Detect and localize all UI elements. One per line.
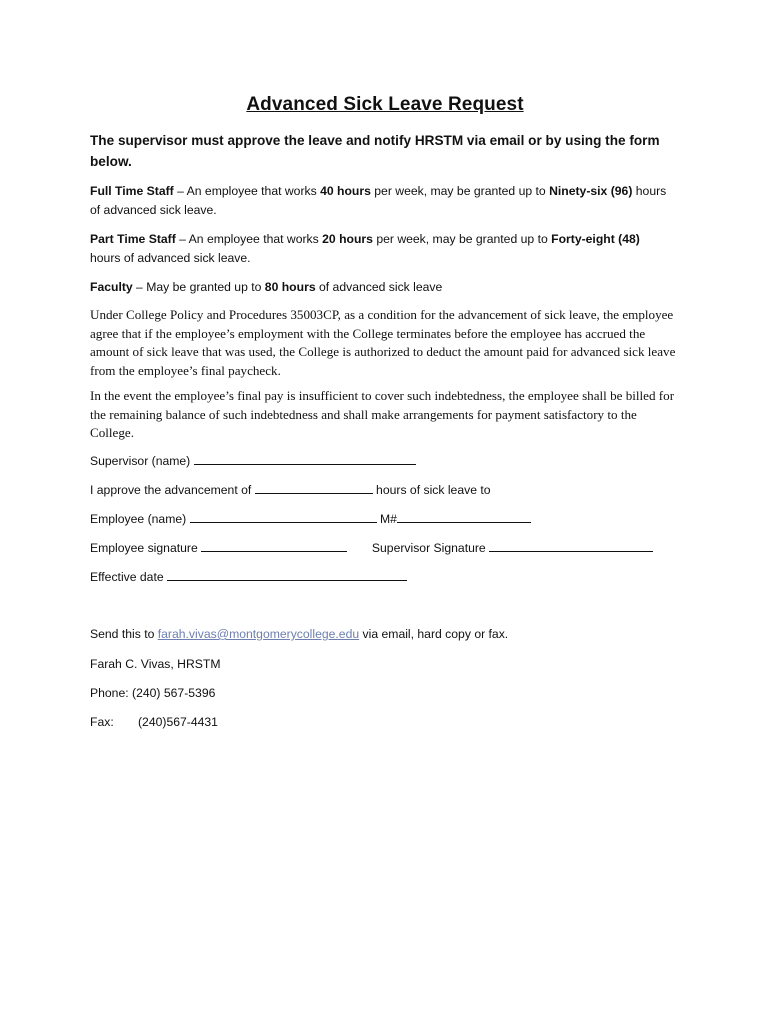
part-time-text-b: per week, may be granted up to [372, 232, 552, 246]
supervisor-signature-label: Supervisor Signature [371, 541, 486, 555]
effective-date-row [90, 567, 407, 586]
supervisor-instruction: The supervisor must approve the leave and notify HRSTM via email or by using the form below. [90, 133, 660, 169]
full-time-amount: Ninety-six (96) [549, 184, 633, 198]
full-time-text-c: hours of advanced sick leave. [90, 184, 667, 217]
send-prefix: Send this to [90, 627, 158, 641]
part-time-hours: 20 hours [322, 232, 373, 246]
full-time-text-b: per week, may be granted up to [370, 184, 550, 198]
fax-number: (240)567-4431 [138, 715, 218, 729]
supervisor-signature-field[interactable] [489, 538, 653, 552]
supervisor-name-row [90, 451, 416, 470]
part-time-amount: Forty-eight (48) [551, 232, 640, 246]
policy-paragraph: Under College Policy and Procedures 35003CP, as a condition for the advancement of sick leave, the employee agree that if the employee’s employment with the College terminates before the employee has accrued the amount of sick leave that was used, the College is authorized to deduct the amount paid for advanced sick leave from the employee’s final paycheck. [90, 307, 676, 378]
indebtedness-paragraph: In the event the employee’s final pay is insufficient to cover such indebtedness, the employee shall be billed for the remaining balance of such indebtedness and shall make arrangements for payment satisfactory to the College. [90, 388, 675, 441]
fax-row [90, 713, 218, 731]
employee-signature-field[interactable] [201, 538, 347, 552]
part-time-text-a: – An employee that works [175, 232, 323, 246]
phone-row [90, 684, 215, 702]
faculty-paragraph [90, 278, 670, 297]
phone-label: Phone: [90, 686, 129, 700]
signature-row [90, 538, 653, 557]
full-time-text-a: – An employee that works [173, 184, 321, 198]
part-time-text-c: hours of advanced sick leave. [90, 251, 251, 265]
page-title: Advanced Sick Leave Request [246, 94, 524, 115]
faculty-label: Faculty [90, 280, 133, 294]
m-number-label: M# [379, 512, 397, 526]
faculty-text-a: – May be granted up to [132, 280, 265, 294]
m-number-field[interactable] [397, 509, 531, 523]
faculty-text-b: of advanced sick leave [315, 280, 443, 294]
part-time-label: Part Time Staff [90, 232, 176, 246]
approve-suffix: hours of sick leave to [376, 483, 491, 497]
send-instructions [90, 625, 508, 643]
approve-row [90, 480, 491, 499]
fax-label: Fax: [90, 715, 114, 729]
employee-name-label: Employee (name) [90, 512, 187, 526]
full-time-label: Full Time Staff [90, 184, 174, 198]
faculty-hours: 80 hours [264, 280, 316, 294]
approve-label: I approve the advancement of [90, 483, 252, 497]
send-suffix: via email, hard copy or fax. [359, 627, 509, 641]
supervisor-name-label: Supervisor (name) [90, 454, 191, 468]
employee-row [90, 509, 531, 528]
email-link[interactable]: farah.vivas@montgomerycollege.edu [157, 627, 360, 641]
supervisor-name-field[interactable] [194, 451, 416, 465]
hours-field[interactable] [255, 480, 373, 494]
full-time-staff-paragraph [90, 182, 670, 220]
full-time-hours: 40 hours [320, 184, 371, 198]
employee-name-field[interactable] [190, 509, 377, 523]
part-time-staff-paragraph [90, 230, 670, 268]
contact-name: Farah C. Vivas, HRSTM [90, 657, 221, 671]
phone-number: (240) 567-5396 [132, 686, 216, 700]
effective-date-field[interactable] [167, 567, 407, 581]
employee-signature-label: Employee signature [90, 541, 198, 555]
effective-date-label: Effective date [90, 570, 164, 584]
